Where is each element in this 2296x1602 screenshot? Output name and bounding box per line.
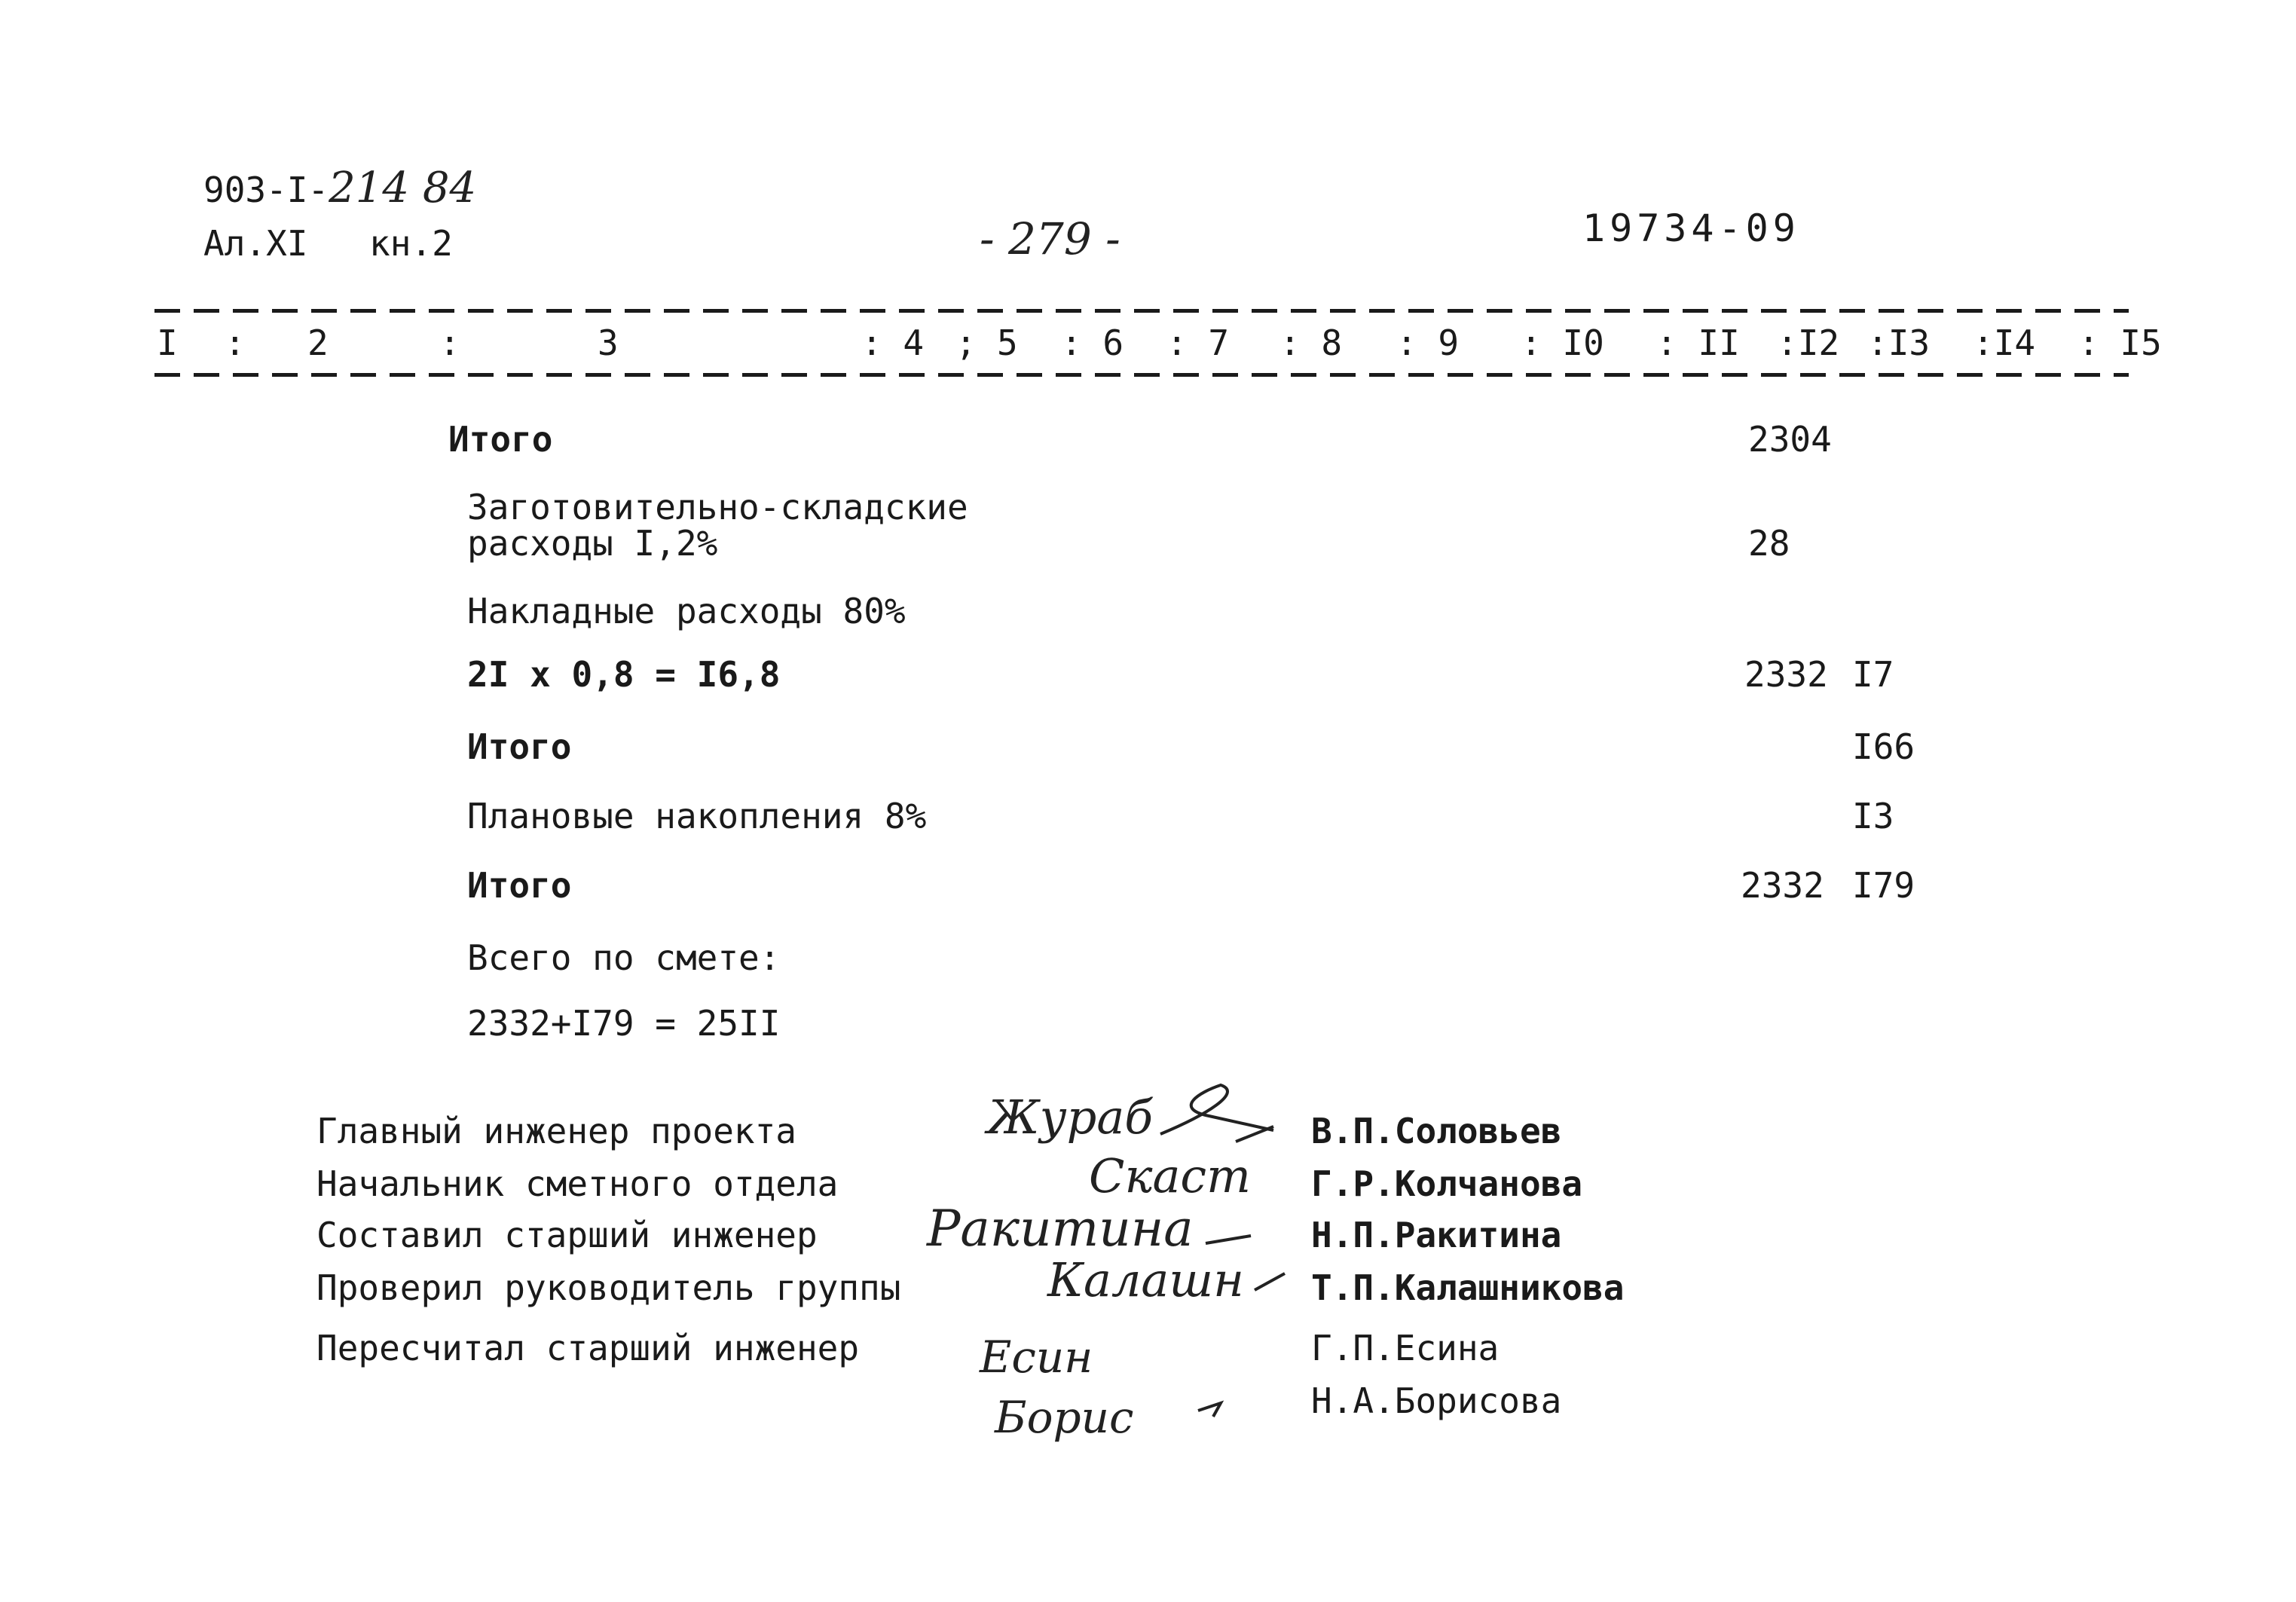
column-header-cell: :I4 xyxy=(1973,323,2036,363)
row-label: Всего по смете: xyxy=(467,937,781,978)
column-header-cell: : 9 xyxy=(1396,323,1460,363)
handwritten-signature: Борис xyxy=(995,1392,1134,1443)
column-header-cell: : xyxy=(225,323,246,363)
row-label: Итого xyxy=(467,726,572,767)
column-header-cell: :I2 xyxy=(1777,323,1840,363)
signature-role: Проверил руководитель группы xyxy=(316,1267,901,1308)
row-value-b: I79 xyxy=(1852,865,1915,906)
row-label: 2332+I79 = 25II xyxy=(467,1003,781,1044)
row-label: 2I x 0,8 = I6,8 xyxy=(467,654,781,695)
row-value-b: I66 xyxy=(1852,726,1915,767)
column-header-cell: : 8 xyxy=(1279,323,1343,363)
column-header-cell: : xyxy=(439,323,460,363)
handwritten-signature: Калашн xyxy=(1047,1252,1244,1307)
handwritten-signature: Есин xyxy=(980,1331,1093,1383)
signature-role: Составил старший инженер xyxy=(316,1215,818,1255)
signature-name: В.П.Соловьев xyxy=(1311,1111,1562,1151)
row-value-a: 2304 xyxy=(1748,419,1832,460)
document-number-typed: 903-I- xyxy=(203,170,329,210)
album-label: Ал.XI xyxy=(203,223,308,264)
row-value-b: I3 xyxy=(1852,796,1894,836)
column-header-cell: 2 xyxy=(307,323,329,363)
row-label: расходы I,2% xyxy=(467,523,718,564)
inventory-number: 19734-09 xyxy=(1582,206,1800,250)
signature-role: Пересчитал старший инженер xyxy=(316,1328,860,1368)
row-value-a: 2332 xyxy=(1744,654,1828,695)
row-label: Заготовительно-складские xyxy=(467,487,968,527)
column-header-cell: 5 xyxy=(997,323,1018,363)
handwritten-signature: Ракитина xyxy=(927,1200,1194,1258)
column-header-cell: : II xyxy=(1656,323,1740,363)
column-header-cell: : 6 xyxy=(1061,323,1124,363)
signature-name: Т.П.Калашникова xyxy=(1311,1267,1625,1308)
column-header-cell: : I0 xyxy=(1521,323,1604,363)
handwritten-signature: Скаст xyxy=(1089,1148,1251,1203)
signature-name: Н.А.Борисова xyxy=(1311,1380,1562,1421)
book-label: кн.2 xyxy=(369,223,453,264)
signature-role: Главный инженер проекта xyxy=(316,1111,796,1151)
column-header-cell: ; xyxy=(955,323,977,363)
column-header-cell: I xyxy=(157,323,178,363)
column-header-cell: : I5 xyxy=(2078,323,2162,363)
page-number: - 279 - xyxy=(980,213,1120,264)
signature-role: Начальник сметного отдела xyxy=(316,1163,839,1204)
row-label: Накладные расходы 80% xyxy=(467,591,906,631)
column-header-cell: : 7 xyxy=(1166,323,1230,363)
document-number-handwritten: 214 84 xyxy=(329,164,477,212)
signature-name: Г.П.Есина xyxy=(1311,1328,1500,1368)
row-label: Плановые накопления 8% xyxy=(467,796,927,836)
row-value-b: I7 xyxy=(1852,654,1894,695)
column-header-cell: :I3 xyxy=(1867,323,1931,363)
column-header-cell: 3 xyxy=(598,323,619,363)
signature-name: Г.Р.Колчанова xyxy=(1311,1163,1583,1204)
row-label: Итого xyxy=(448,419,553,460)
signature-name: Н.П.Ракитина xyxy=(1311,1215,1562,1255)
row-value-a: 2332 xyxy=(1741,865,1824,906)
row-label: Итого xyxy=(467,865,572,906)
handwritten-signature: Жураб xyxy=(987,1090,1154,1145)
column-header-cell: : 4 xyxy=(861,323,925,363)
row-value-a: 28 xyxy=(1748,523,1790,564)
